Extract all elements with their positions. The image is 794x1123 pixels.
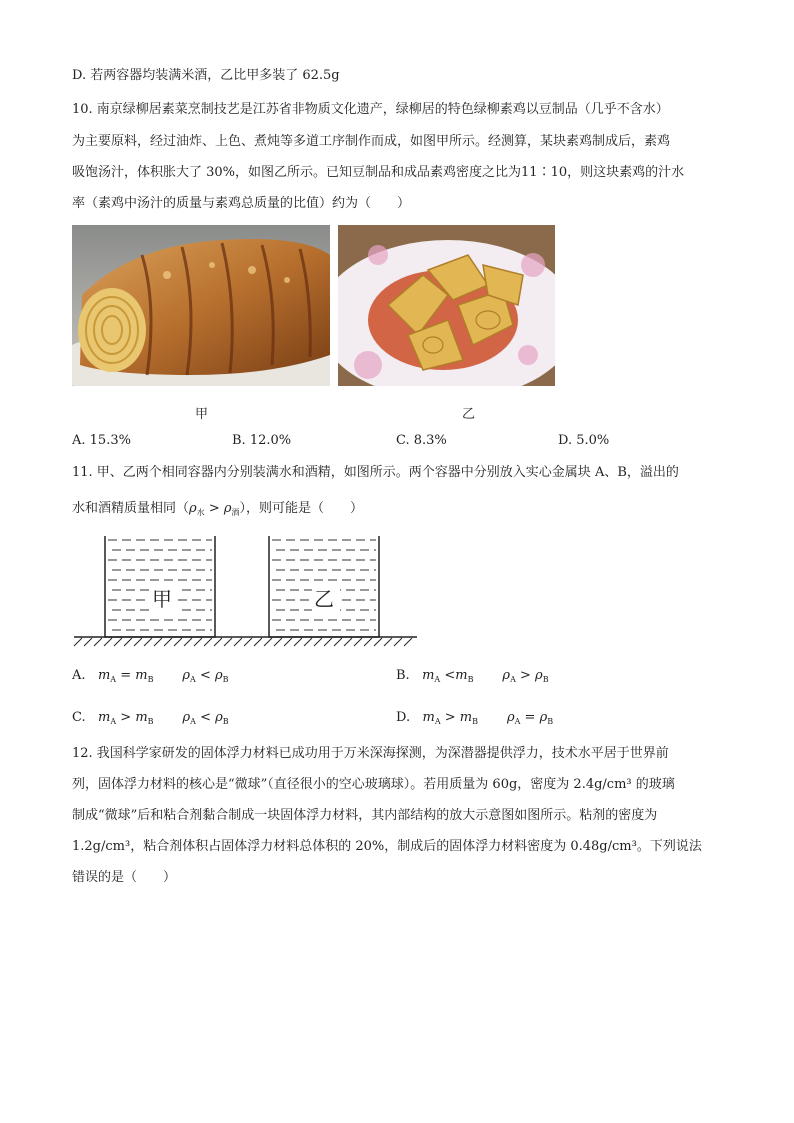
q9-option-d: D. 若两容器均装满米酒，乙比甲多装了 62.5g <box>72 68 340 83</box>
q10-line-1: 10. 南京绿柳居素菜烹制技艺是江苏省非物质文化遗产，绿柳居的特色绿柳素鸡以豆制品（几乎不含水） <box>72 102 669 117</box>
caption-jia: 甲 <box>195 407 209 422</box>
q12-line-2: 列，固体浮力材料的核心是“微球”（直径很小的空心玻璃球）。若用质量为 60g，密度为 2.4g/cm³ 的玻璃 <box>72 777 675 792</box>
containers-diagram <box>72 530 422 650</box>
q11-line-1: 11. 甲、乙两个相同容器内分别装满水和酒精，如图所示。两个容器中分别放入实心金属块 A、B，溢出的 <box>72 465 679 480</box>
q10-line-4: 率（素鸡中汤汁的质量与素鸡总质量的比值）约为（ ） <box>72 196 411 211</box>
q10-line-3: 吸饱汤汁，体积胀大了 30%，如图乙所示。已知豆制品和成品素鸡密度之比为11∶10，则这块素鸡的汁水 <box>72 165 685 180</box>
q12-line-5: 错误的是（ ） <box>72 870 177 885</box>
q10-option-b: B. 12.0% <box>232 433 292 448</box>
q11-line-2: 水和酒精质量相同$(\rho_水 > \rho_酒)$，则可能是（ ） <box>72 501 364 517</box>
q12-line-4: 1.2g/cm³，粘合剂体积占固体浮力材料总体积的 20%，制成后的固体浮力材料密度为 0.48g/cm³。下列说法 <box>72 839 702 854</box>
q12-line-3: 制成“微球”后和粘合剂黏合制成一块固体浮力材料，其内部结构的放大示意图如图所示。粘剂的密度为 <box>72 808 658 823</box>
q11-option-b: B. $m_A <m_B$ $\rho_A > \rho_B$ <box>396 668 549 684</box>
q11-option-d: D. $m_A > m_B$ $\rho_A = \rho_B$ <box>396 710 554 726</box>
container-yi-label: 乙 <box>314 587 334 611</box>
q11-line-2-post: ），则可能是（ ） <box>239 501 364 516</box>
q10-option-a: A. 15.3% <box>72 433 131 448</box>
q11-option-a: A. $m_A = m_B$ $\rho_A < \rho_B$ <box>72 668 229 684</box>
photo-yi-braised-vegetarian-chicken <box>338 225 555 386</box>
q12-line-1: 12. 我国科学家研发的固体浮力材料已成功用于万米深海探测，为深潜器提供浮力，技术水平居于世界前 <box>72 746 669 761</box>
q10-option-d: D. 5.0% <box>558 433 610 448</box>
photo-jia-sliced-vegetarian-chicken <box>72 225 330 386</box>
container-jia-label: 甲 <box>152 587 172 611</box>
q10-line-2: 为主要原料，经过油炸、上色、煮炖等多道工序制作而成，如图甲所示。经测算，某块素鸡制成后，素鸡 <box>72 134 671 149</box>
q11-option-c: C. $m_A > m_B$ $\rho_A < \rho_B$ <box>72 710 229 726</box>
caption-yi: 乙 <box>462 407 476 422</box>
q10-option-c: C. 8.3% <box>396 433 447 448</box>
q11-line-2-pre: 水和酒精质量相同（ <box>72 501 190 516</box>
